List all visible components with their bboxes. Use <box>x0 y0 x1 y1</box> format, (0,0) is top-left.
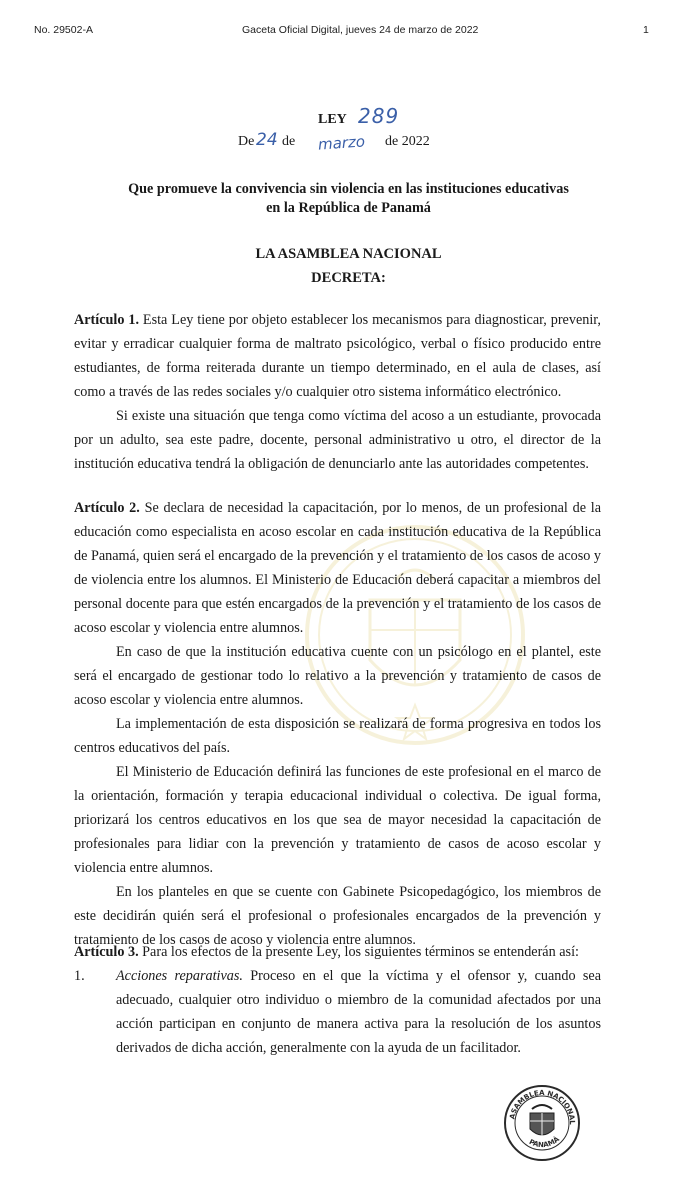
law-title-line: Que promueve la convivencia sin violencia en las instituciones educativas <box>128 181 569 197</box>
article-paragraph: En caso de que la institución educativa cuente con un psicólogo en el plantel, este será el encargado de gestionar todo lo relativo a la prevención y tratamiento de casos de acoso escolar y violencia entre alumnos. <box>74 644 601 708</box>
article-3 <box>74 940 601 964</box>
article-label: Artículo 2. <box>74 500 140 516</box>
date-year: de 2022 <box>385 134 430 149</box>
article-paragraph: La implementación de esta disposición se realizará de forma progresiva en todos los centros educativos del país. <box>74 716 601 756</box>
date-month-handwritten: marzo <box>317 132 366 154</box>
article-1 <box>74 308 601 476</box>
definition-text: Acciones reparativas. Proceso en el que la víctima y el ofensor y, cuando sea adecuado, cualquier otro individuo o miembro de la comunidad afectados por una acción participan en conjunto de manera activa para la resolución de los asuntos derivados de dicha acción, generalmente con la ayuda de un facilitador. <box>116 968 601 1056</box>
date-day-handwritten: 24 <box>256 130 278 150</box>
page-header <box>0 24 697 40</box>
definition-term: Acciones reparativas. <box>116 968 243 984</box>
law-label: LEY <box>318 112 347 127</box>
national-assembly-seal-icon <box>502 1083 582 1163</box>
law-title <box>0 180 697 218</box>
article-2 <box>74 496 601 952</box>
gazette-title: Gaceta Oficial Digital, jueves 24 de marzo de 2022 <box>242 24 479 36</box>
seal-top-text: ASAMBLEA NACIONAL <box>508 1088 577 1125</box>
decree-word: DECRETA: <box>311 270 386 286</box>
gazette-number: No. 29502-A <box>34 24 93 36</box>
svg-text:PANAMÁ <box>528 1134 562 1149</box>
seal-bottom-text: PANAMÁ <box>527 1135 561 1150</box>
decree-heading <box>0 242 697 290</box>
article-paragraph: Artículo 3. Para los efectos de la presente Ley, los siguientes términos se entenderán así: <box>74 944 579 960</box>
law-title-line: en la República de Panamá <box>266 200 431 216</box>
article-paragraph: Artículo 2. Se declara de necesidad la capacitación, por lo menos, de un profesional de la educación como especialista en acoso escolar en cada institución educativa de la República de Panamá, quien será el encargado de la prevención y el tratamiento de los casos de acoso y de violencia entre los alumnos. El Ministerio de Educación deberá capacitar a miembros del personal docente para que estén encargados de la prevención y el tratamiento de los casos de acoso escolar y violencia entre alumnos. <box>74 500 601 636</box>
article-paragraph: Si existe una situación que tenga como víctima del acoso a un estudiante, provocada por un adulto, sea este padre, docente, personal administrativo u otro, el director de la institución educativa tendrá la obligación de denunciarlo ante las autoridades competentes. <box>74 408 601 472</box>
article-label: Artículo 3. <box>74 944 139 960</box>
law-number-handwritten: 289 <box>358 104 400 128</box>
article-label: Artículo 1. <box>74 312 139 328</box>
article-paragraph: El Ministerio de Educación definirá las funciones de este profesional en el marco de la orientación, formación y terapia educacional individual o colectiva. De igual forma, priorizará los centros educativos en los que sea de mayor necesidad la capacitación de profesionales para lidiar con la prevención y tratamiento de casos de acoso escolar y violencia entre alumnos. <box>74 764 601 876</box>
article-paragraph: Artículo 1. Esta Ley tiene por objeto establecer los mecanismos para diagnosticar, prevenir, evitar y erradicar cualquier forma de maltrato psicológico, verbal o físico producido entre estudiantes, de forma reiterada durante un tiempo determinado, en el aula de clases, así como a través de las redes sociales y/o cualquier otro sistema informático electrónico. <box>74 312 601 400</box>
page-number: 1 <box>643 24 649 36</box>
date-de: De <box>238 134 255 149</box>
definition-number: 1. <box>74 968 85 984</box>
date-de: de <box>282 134 296 149</box>
law-date <box>0 132 697 156</box>
assembly-name: LA ASAMBLEA NACIONAL <box>255 246 442 262</box>
article-paragraph: En los planteles en que se cuente con Gabinete Psicopedagógico, los miembros de este decidirán quién será el profesional o profesionales encargados de la prevención y tratamiento de los casos de acoso y violencia entre alumnos. <box>74 884 601 948</box>
